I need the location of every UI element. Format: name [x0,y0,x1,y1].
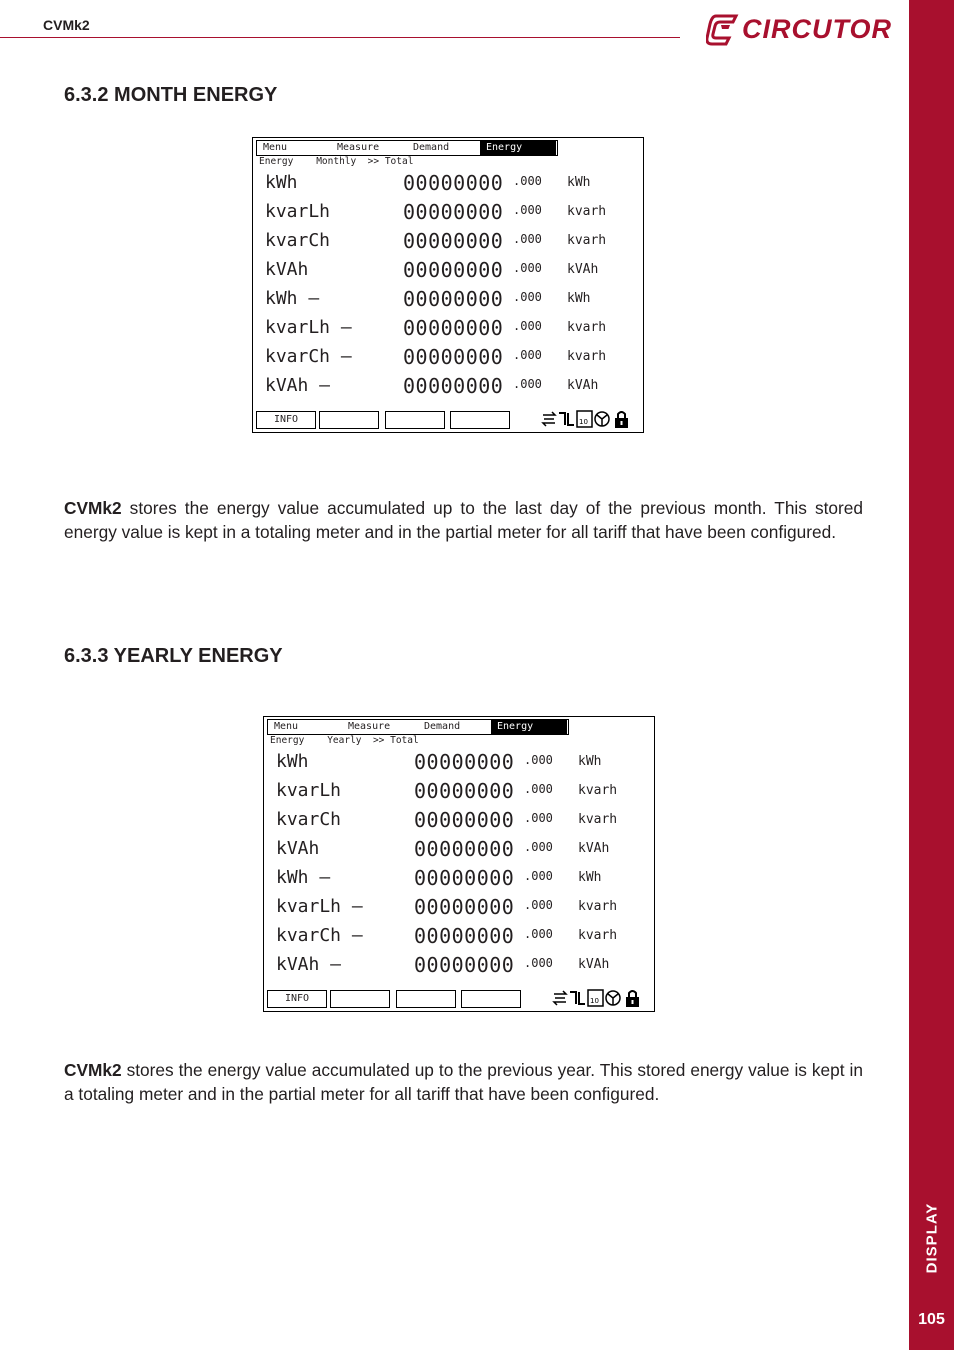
energy-unit: kWh [578,870,602,885]
energy-label: kvarCh [276,809,342,830]
function-key-3[interactable] [396,990,456,1008]
energy-value: 00000000 [403,287,504,311]
fan-icon [595,412,609,426]
month-energy-screen [252,137,644,433]
energy-value: 00000000 [414,895,515,919]
energy-value: 00000000 [403,345,504,369]
energy-value: 00000000 [403,229,504,253]
fan-icon [606,991,620,1005]
energy-row [253,315,643,341]
comm-icon [543,412,555,426]
section-label: DISPLAY [923,1202,940,1273]
energy-decimals: .000 [513,319,542,333]
comm-icon [554,991,566,1005]
energy-row [264,923,654,949]
energy-row [253,286,643,312]
brand-name: CIRCUTOR [742,14,893,44]
energy-unit: kvarh [578,783,618,798]
energy-row [264,749,654,775]
energy-decimals: .000 [524,811,553,825]
function-key-2[interactable] [330,990,390,1008]
energy-row [253,344,643,370]
energy-decimals: .000 [524,927,553,941]
energy-value: 00000000 [414,866,515,890]
month-energy-paragraph: CVMk2 stores the energy value accumulated up to the last day of the previous month. This stored energy value is kept in a totaling meter and in the partial meter for all tariff that have been configured. [64,498,863,542]
energy-row [264,865,654,891]
menu-item-energy[interactable]: Energy [480,141,556,155]
menu-item-menu[interactable]: Menu [274,721,299,732]
function-key-1[interactable]: INFO [267,990,327,1008]
yearly-energy-paragraph: CVMk2 stores the energy value accumulated up to the previous year. This stored energy value is kept in a totaling meter and in the partial meter for all tariff that have been configured. [64,1060,863,1104]
energy-unit: kvarh [578,899,618,914]
energy-value: 00000000 [414,924,515,948]
energy-decimals: .000 [513,377,542,391]
energy-value: 00000000 [414,750,515,774]
energy-label: kvarLh – [276,896,363,917]
energy-decimals: .000 [513,290,542,304]
menu-item-measure[interactable]: Measure [348,721,391,732]
energy-decimals: .000 [524,840,553,854]
menu-item-energy[interactable]: Energy [491,720,567,734]
energy-label: kWh [265,172,298,193]
energy-value: 00000000 [414,808,515,832]
energy-unit: kVAh [578,957,610,972]
screen-menu-bar [256,140,558,156]
energy-unit: kvarh [578,928,618,943]
energy-unit: kVAh [578,841,610,856]
energy-row [264,807,654,833]
energy-unit: kvarh [567,349,607,364]
page-number: 105 [918,1311,945,1328]
function-key-1[interactable]: INFO [256,411,316,429]
energy-decimals: .000 [513,261,542,275]
energy-row [264,836,654,862]
energy-decimals: .000 [524,782,553,796]
function-key-4[interactable] [450,411,510,429]
energy-decimals: .000 [513,203,542,217]
energy-label: kvarCh – [265,346,352,367]
energy-label: kvarLh [265,201,331,222]
energy-row [253,257,643,283]
energy-unit: kvarh [567,233,607,248]
energy-value: 00000000 [414,837,515,861]
menu-item-demand[interactable]: Demand [413,142,450,153]
tariff-icon [570,992,585,1004]
energy-label: kvarCh [265,230,331,251]
function-key-4[interactable] [461,990,521,1008]
status-icons [541,409,637,429]
energy-row [264,952,654,978]
energy-decimals: .000 [524,898,553,912]
section-sidebar [909,0,954,1350]
screen-menu-bar [267,719,569,735]
energy-row [253,199,643,225]
energy-unit: kVAh [567,262,599,277]
energy-unit: kvarh [567,320,607,335]
energy-label: kWh – [276,867,331,888]
menu-item-measure[interactable]: Measure [337,142,380,153]
status-badge: 10 [590,997,599,1005]
energy-value: 00000000 [403,200,504,224]
energy-unit: kWh [567,175,591,190]
yearly-energy-screen [263,716,655,1012]
screen-subtitle: Energy Monthly >> Total [259,156,414,167]
energy-decimals: .000 [513,232,542,246]
energy-label: kvarLh [276,780,342,801]
brand-logo [706,12,893,48]
energy-label: kVAh – [276,954,342,975]
menu-item-menu[interactable]: Menu [263,142,288,153]
function-key-2[interactable] [319,411,379,429]
memory-icon [577,411,592,427]
status-badge: 10 [579,418,588,426]
energy-unit: kWh [578,754,602,769]
energy-unit: kVAh [567,378,599,393]
tariff-icon [559,413,574,425]
energy-value: 00000000 [403,171,504,195]
energy-label: kVAh [276,838,320,859]
energy-decimals: .000 [524,753,553,767]
yearly-energy-title: 6.3.3 YEARLY ENERGY [64,645,283,667]
energy-label: kWh [276,751,309,772]
energy-label: kvarCh – [276,925,363,946]
energy-row [264,778,654,804]
lock-icon [615,412,628,428]
screen-subtitle: Energy Yearly >> Total [270,735,419,746]
energy-label: kWh – [265,288,320,309]
energy-decimals: .000 [524,869,553,883]
status-icons [552,988,648,1008]
menu-item-demand[interactable]: Demand [424,721,461,732]
energy-label: kvarLh – [265,317,352,338]
energy-unit: kWh [567,291,591,306]
energy-value: 00000000 [414,779,515,803]
energy-row [253,228,643,254]
month-energy-title: 6.3.2 MONTH ENERGY [64,84,278,106]
header-rule [0,37,680,38]
lock-icon [626,991,639,1007]
energy-row [253,170,643,196]
header-model: CVMk2 [43,17,90,33]
function-key-3[interactable] [385,411,445,429]
energy-value: 00000000 [414,953,515,977]
energy-unit: kvarh [578,812,618,827]
energy-decimals: .000 [513,174,542,188]
energy-unit: kvarh [567,204,607,219]
energy-row [253,373,643,399]
energy-value: 00000000 [403,316,504,340]
energy-row [264,894,654,920]
energy-decimals: .000 [524,956,553,970]
memory-icon [588,990,603,1006]
energy-decimals: .000 [513,348,542,362]
energy-value: 00000000 [403,374,504,398]
energy-value: 00000000 [403,258,504,282]
energy-label: kVAh – [265,375,331,396]
energy-label: kVAh [265,259,309,280]
circutor-logo-icon [706,12,740,48]
